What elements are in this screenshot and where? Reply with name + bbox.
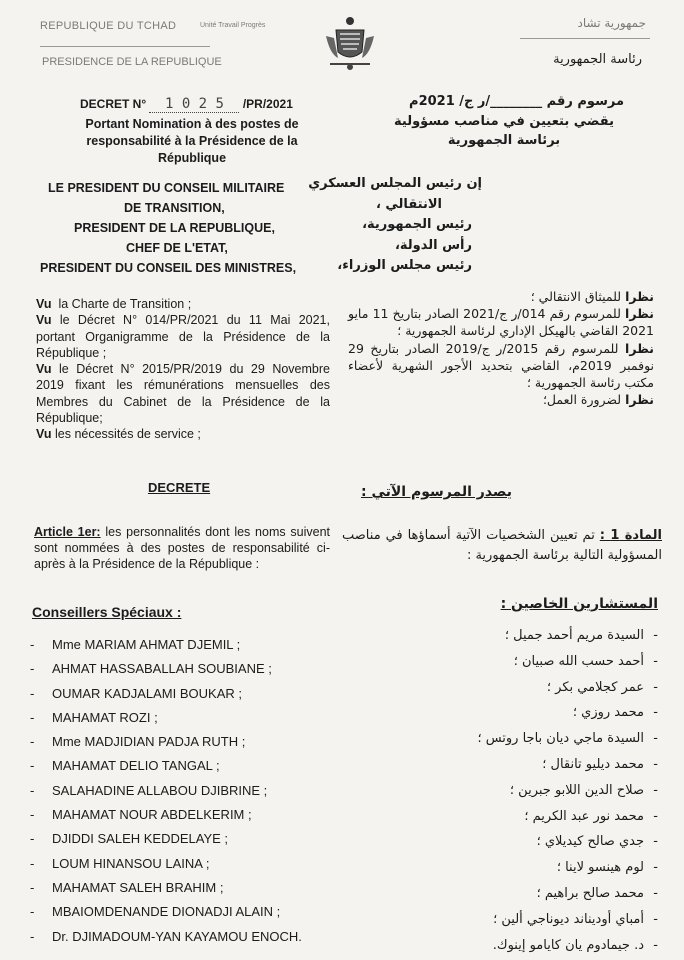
decree-number-fr — [80, 96, 293, 113]
vu-item-4: Vu les nécessités de service ; — [36, 427, 201, 442]
decree-handwritten-number: 1 0 2 5 — [149, 96, 239, 113]
list-item: - MBAIOMDENANDE DIONADJI ALAIN ; — [30, 904, 281, 920]
presidency-fr: PRESIDENCE DE LA REPUBLIQUE — [42, 56, 222, 68]
authority-line-4: CHEF DE L'ETAT, — [126, 241, 228, 255]
list-item: - MAHAMAT DELIO TANGAL ; — [30, 758, 220, 774]
list-item: -محمد صالح براهيم ؛ — [536, 885, 658, 901]
list-item: - Mme MARIAM AHMAT DJEMIL ; — [30, 637, 241, 652]
list-item: -محمد نور عبد الكريم ؛ — [524, 808, 658, 824]
list-item: - LOUM HINANSOU LAINA ; — [30, 855, 210, 871]
list-item: - Dr. DJIMADOUM-YAN KAYAMOU ENOCH. — [30, 928, 302, 944]
section-heading-ar: المستشارين الخاصين : — [500, 596, 658, 612]
list-item: -عمر كجلامي بكر ؛ — [546, 679, 658, 695]
list-item: -لوم هينسو لاينا ؛ — [556, 860, 658, 876]
list-item: -السيدة مريم أحمد جميل ؛ — [504, 628, 658, 643]
authority-ar-line-2: الانتقالي ، — [375, 196, 442, 212]
list-item: - OUMAR KADJALAMI BOUKAR ; — [30, 685, 242, 701]
motto-fr: Unité Travail Progrès — [200, 22, 266, 29]
republic-ar: جمهورية تشاد — [577, 16, 646, 30]
decree-suffix: /PR/2021 — [242, 97, 293, 111]
vu-block-ar — [348, 288, 654, 408]
article1-text: les personnalités dont les noms suivent sont nommées à des postes de responsabilité ci-après à la Présidence de la République : — [34, 525, 330, 571]
list-item: - MAHAMAT SALEH BRAHIM ; — [30, 879, 224, 895]
list-item: -محمد ديليو تانقال ؛ — [542, 756, 658, 772]
article1-ar — [342, 526, 662, 566]
decree-subtitle-ar: يقضي بتعيين في مناصب مسؤولية برئاسة الجمهورية — [394, 114, 614, 148]
authority-line-2: DE TRANSITION, — [124, 201, 225, 215]
decree-subtitle-fr: Portant Nomination à des postes de responsabilité à la Présidence de la République — [85, 117, 299, 165]
list-item: -محمد روزي ؛ — [572, 705, 658, 721]
list-item: -د. جيمادوم يان كايامو إينوك. — [492, 937, 658, 953]
authority-ar-line-3: رئيس الجمهورية، — [362, 217, 472, 232]
list-item: - AHMAT HASSABALLAH SOUBIANE ; — [30, 661, 272, 677]
names-list-ar — [428, 623, 658, 958]
vu-item-2: Vu le Décret N° 014/PR/2021 du 11 Mai 2021, portant Organigramme de la Présidence de la République ; — [36, 313, 330, 360]
authority-ar-line-5: رئيس مجلس الوزراء، — [337, 258, 472, 273]
vu-item-1: Vu la Charte de Transition ; — [36, 297, 192, 311]
republic-fr: REPUBLIQUE DU TCHAD — [40, 20, 177, 32]
article1-fr — [34, 524, 330, 572]
list-item: -أحمد حسب الله صبيان ؛ — [513, 653, 658, 669]
vu-ar-item-4: نظرا لضرورة العمل؛ — [542, 392, 654, 408]
list-item: -صلاح الدين اللابو جبرين ؛ — [509, 782, 658, 798]
authority-line-1: LE PRESIDENT DU CONSEIL MILITAIRE — [48, 181, 285, 195]
decree-label: DECRET N° — [80, 97, 147, 111]
article1-ar-label: المادة 1 : — [599, 528, 663, 543]
authority-line-3: PRESIDENT DE LA REPUBLIQUE, — [74, 221, 275, 235]
presidency-ar: رئاسة الجمهورية — [553, 52, 642, 67]
decrete-heading-ar: يصدر المرسوم الآتي : — [360, 484, 512, 500]
decrete-heading-fr: DECRETE — [148, 480, 211, 495]
decree-number-ar: مرسوم رقم ________/ر ج/ 2021م — [409, 94, 624, 109]
list-item: -أمباي أوديناند ديوناجي ألين ؛ — [493, 911, 658, 927]
article1-ar-text: تم تعيين الشخصيات الآتية أسماؤها في مناصب المسؤولية التالية برئاسة الجمهورية : — [342, 528, 662, 563]
vu-ar-item-1: نظرا للميثاق الانتقالي ؛ — [530, 289, 654, 304]
list-item: - SALAHADINE ALLABOU DJIBRINE ; — [30, 782, 268, 798]
authority-ar — [262, 174, 482, 277]
list-item: - MAHAMAT ROZI ; — [30, 709, 158, 725]
list-item: - DJIDDI SALEH KEDDELAYE ; — [30, 831, 229, 847]
authority-ar-line-4: رأس الدولة، — [394, 237, 472, 253]
list-item: -جدي صالح كيديلاي ؛ — [536, 834, 658, 850]
vu-ar-item-3: نظرا للمرسوم رقم 2015/ر ج/2019 الصادر بتاريخ 29 نوفمبر 2019م، القاضي بتحديد الأجور الشهرية لأعضاء مكتب رئاسة الجمهورية ؛ — [348, 340, 654, 391]
vu-ar-item-2: نظرا للمرسوم رقم 014/ر ج/2021 الصادر بتاريخ 11 مايو 2021 القاضي بالهيكل الإداري لرئاسة الجمهورية ؛ — [348, 306, 654, 339]
vu-block-fr — [36, 296, 330, 443]
header-divider-right — [520, 38, 650, 39]
chad-coat-of-arms-icon — [322, 14, 378, 72]
authority-ar-line-1: إن رئيس المجلس العسكري — [308, 176, 482, 191]
header-divider-left — [40, 46, 210, 47]
section-heading-fr: Conseillers Spéciaux : — [32, 604, 182, 620]
vu-item-3: Vu le Décret N° 2015/PR/2019 du 29 Novembre 2019 fixant les rémunérations mensuelles des Membres du Cabinet de la Présidence de la République; — [36, 362, 330, 426]
names-list-fr — [30, 633, 360, 949]
list-item: - MAHAMAT NOUR ABDELKERIM ; — [30, 807, 252, 823]
list-item: - Mme MADJIDIAN PADJA RUTH ; — [30, 734, 246, 750]
authority-line-5: PRESIDENT DU CONSEIL DES MINISTRES, — [40, 261, 297, 275]
article1-label: Article 1er: — [34, 525, 101, 539]
list-item: -السيدة ماجي ديان باجا روتس ؛ — [477, 731, 658, 747]
